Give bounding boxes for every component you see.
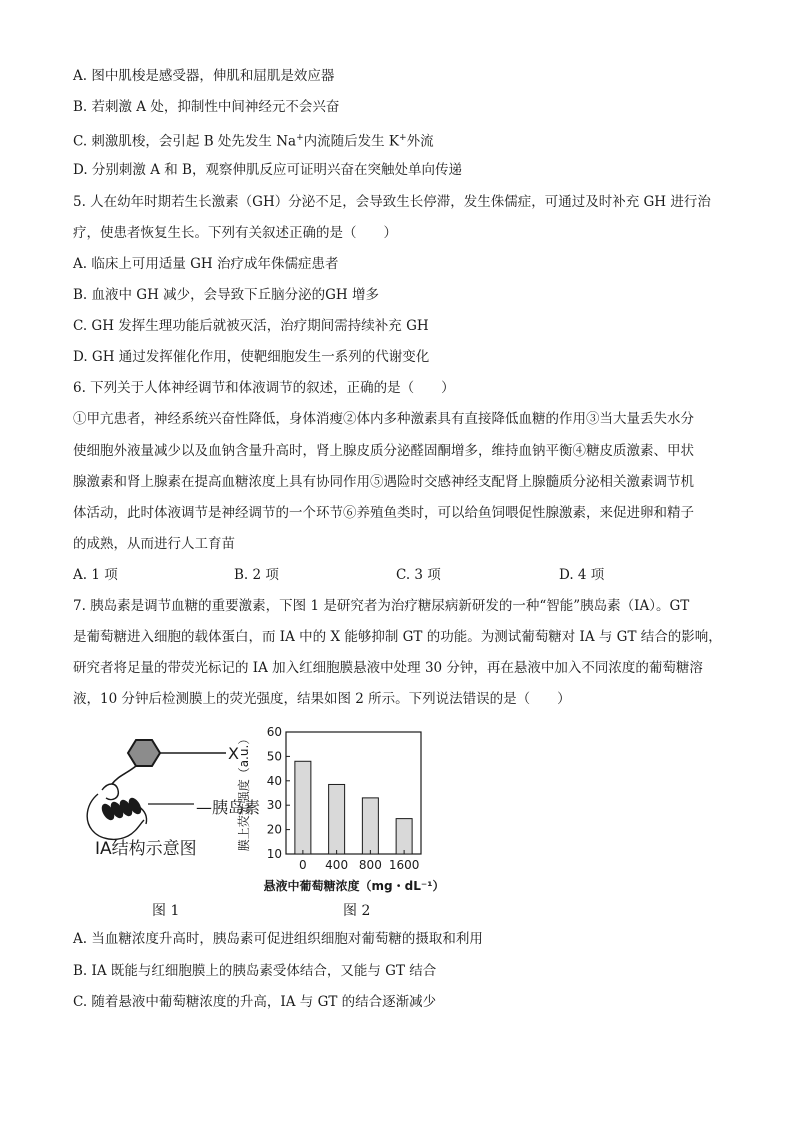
- q7-option-b: B. IA 既能与红细胞膜上的胰岛素受体结合，又能与 GT 结合: [73, 963, 437, 979]
- bar: [396, 819, 412, 854]
- q7-stem-line4: 液，10 分钟后检测膜上的荧光强度，结果如图 2 所示。下列说法错误的是（ ）: [73, 691, 571, 707]
- y-tick-label: 10: [266, 847, 282, 861]
- x-tick-label: 400: [325, 858, 349, 872]
- q4-option-c: [73, 129, 434, 151]
- q4-option-c-part2: 内流随后发生 K: [303, 133, 400, 150]
- q5-stem-line2: 疗，使患者恢复生长。下列有关叙述正确的是（ ）: [73, 225, 397, 241]
- x-tick-label: 0: [299, 858, 307, 872]
- fluorescence-bar-chart: [236, 722, 456, 897]
- insulin-label: —胰岛素: [196, 798, 261, 817]
- q4-option-a: A. 图中肌梭是感受器，伸肌和屈肌是效应器: [73, 68, 335, 84]
- q5-option-b: B. 血液中 GH 减少，会导致下丘脑分泌的GH 增多: [73, 287, 379, 303]
- chart-y-axis-label: 膜上荧光强度（a.u.）: [237, 732, 251, 852]
- q5-option-c: C. GH 发挥生理功能后就被灭活，治疗期间需持续补充 GH: [73, 318, 429, 334]
- q6-option-b: B. 2 项: [234, 567, 279, 583]
- figure2-caption: 图 2: [343, 903, 371, 919]
- q6-body-line3: 腺激素和肾上腺素在提高血糖浓度上具有协同作用⑤遇险时交感神经支配肾上腺髓质分泌相关激素调节机: [73, 474, 694, 490]
- q6-body-line2: 使细胞外液量减少以及血钠含量升高时，肾上腺皮质分泌醛固酮增多，维持血钠平衡④糖皮质激素、甲状: [73, 443, 694, 459]
- insulin-loop: [102, 784, 118, 800]
- y-tick-label: 30: [266, 798, 282, 813]
- q6-option-a: A. 1 项: [73, 567, 118, 583]
- q7-option-c: C. 随着悬液中葡萄糖浓度的升高，IA 与 GT 的结合逐渐减少: [73, 994, 437, 1010]
- x-tick-label: 1600: [388, 858, 420, 872]
- q6-options: [73, 566, 713, 584]
- q7-stem-line1: 7. 胰岛素是调节血糖的重要激素，下图 1 是研究者为治疗糖尿病新研发的一种“智能”胰岛素（IA）。GT: [73, 598, 690, 614]
- q6-body-line1: ①甲亢患者，神经系统兴奋性降低，身体消瘦②体内多种激素具有直接降低血糖的作用③当大量丢失水分: [73, 411, 694, 427]
- q6-option-c: C. 3 项: [396, 567, 441, 583]
- alpha-helix: [99, 796, 144, 823]
- q6-body-line5: 的成熟，从而进行人工育苗: [73, 536, 235, 552]
- x-tick-label: 800: [358, 858, 382, 872]
- x-label: X: [228, 744, 239, 763]
- y-tick-label: 50: [266, 749, 282, 764]
- q6-stem: 6. 下列关于人体神经调节和体液调节的叙述，正确的是（ ）: [73, 380, 455, 396]
- bar: [329, 784, 345, 854]
- chart-x-axis-label: 悬液中葡萄糖浓度（mg・dL⁻¹）: [263, 879, 445, 893]
- y-tick-label: 20: [266, 822, 282, 837]
- q6-body-line4: 体活动，此时体液调节是神经调节的一个环节⑥养殖鱼类时，可以给鱼饲喂促性腺激素，来促进卵和精子: [73, 505, 694, 521]
- linker-chain: [112, 766, 136, 784]
- y-tick-label: 40: [266, 773, 282, 788]
- y-tick-label: 60: [266, 725, 282, 739]
- figure1-caption: 图 1: [152, 903, 180, 919]
- q7-stem-line2: 是葡萄糖进入细胞的载体蛋白，而 IA 中的 X 能够抑制 GT 的功能。为测试葡萄糖对 IA 与 GT 结合的影响，: [73, 629, 722, 645]
- q4-option-b: B. 若刺激 A 处，抑制性中间神经元不会兴奋: [73, 99, 340, 115]
- bar: [362, 798, 378, 854]
- q5-option-a: A. 临床上可用适量 GH 治疗成年侏儒症患者: [73, 256, 339, 272]
- q4-option-d: D. 分别刺激 A 和 B，观察伸肌反应可证明兴奋在突触处单向传递: [73, 162, 462, 178]
- q4-option-c-part3: 外流: [406, 133, 434, 150]
- figure1-title: IA结构示意图: [95, 839, 197, 859]
- k-charge: +: [399, 133, 407, 143]
- q7-stem-line3: 研究者将足量的带荧光标记的 IA 加入红细胞膜悬液中处理 30 分钟，再在悬液中加入不同浓度的葡萄糖溶: [73, 660, 703, 676]
- q5-option-d: D. GH 通过发挥催化作用，使靶细胞发生一系列的代谢变化: [73, 349, 430, 365]
- bar: [295, 761, 311, 854]
- q5-stem-line1: 5. 人在幼年时期若生长激素（GH）分泌不足，会导致生长停滞，发生侏儒症，可通过及时补充 GH 进行治: [73, 194, 711, 210]
- x-group-hexagon: [128, 740, 160, 766]
- na-charge: +: [296, 133, 304, 143]
- q4-option-c-part1: C. 刺激肌梭，会引起 B 处先发生 Na: [73, 133, 297, 150]
- q6-option-d: D. 4 项: [559, 567, 605, 583]
- q7-option-a: A. 当血糖浓度升高时，胰岛素可促进组织细胞对葡萄糖的摄取和利用: [73, 931, 483, 947]
